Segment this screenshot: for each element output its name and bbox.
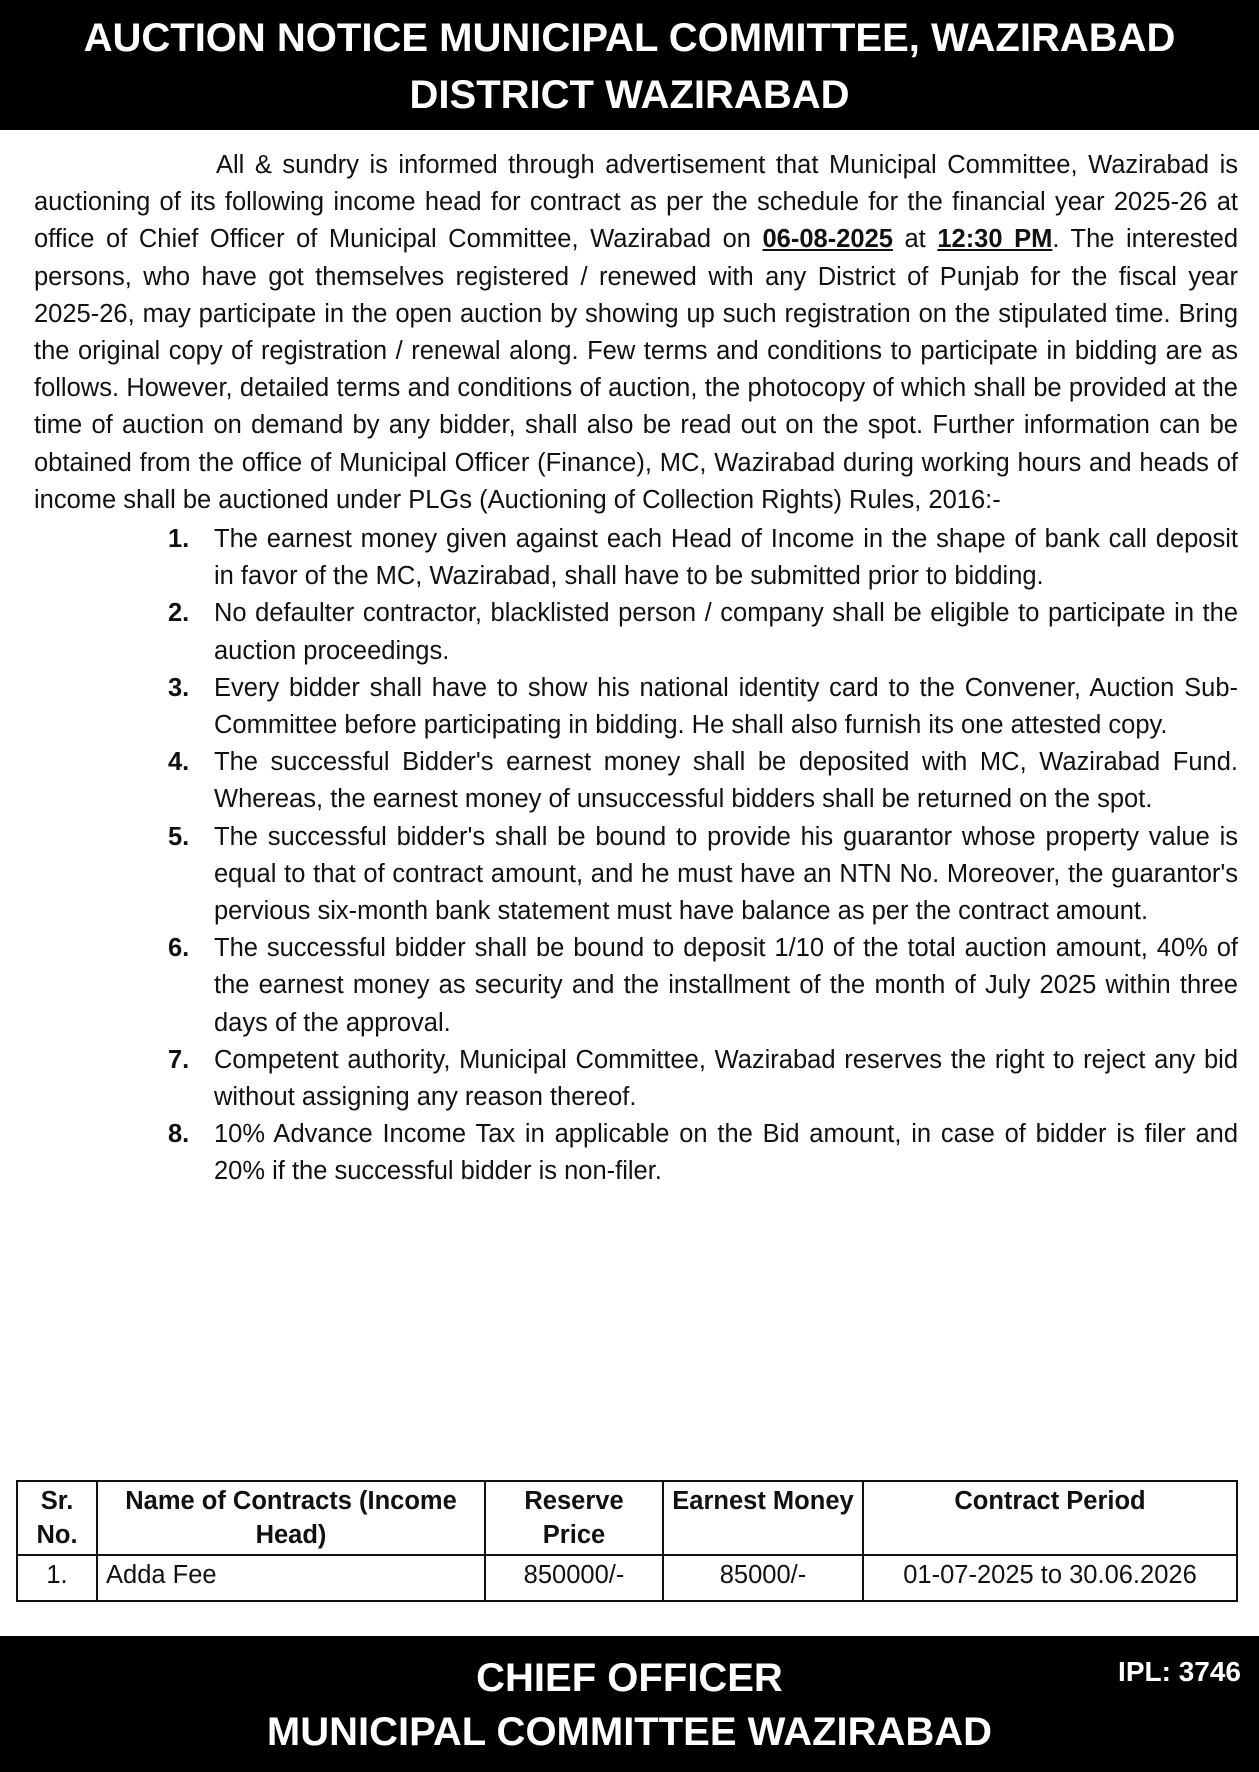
term-number: 5. bbox=[168, 822, 190, 851]
header-contract-name: Name of Contracts (Income Head) bbox=[97, 1481, 485, 1555]
cell-contract-period: 01-07-2025 to 30.06.2026 bbox=[863, 1555, 1237, 1601]
term-item bbox=[34, 819, 1238, 931]
term-number: 6. bbox=[168, 934, 190, 963]
term-number: 8. bbox=[168, 1120, 190, 1149]
term-item bbox=[34, 1116, 1238, 1190]
term-item bbox=[34, 521, 1238, 595]
term-number: 7. bbox=[168, 1045, 190, 1074]
term-item bbox=[34, 930, 1238, 1042]
term-text: The successful bidder's shall be bound to provide his guarantor whose property value is equal to that of contract amount, and he must have an NTN No. Moreover, the guarantor's pervious six-month bank statement must have balance as per the contract amount. bbox=[214, 822, 1238, 926]
term-text: The successful Bidder's earnest money shall be deposited with MC, Wazirabad Fund. Whereas, the earnest money of unsuccessful bidders shall be returned on the spot. bbox=[214, 748, 1238, 814]
cell-earnest-money: 85000/- bbox=[663, 1555, 863, 1601]
term-text: The earnest money given against each Head of Income in the shape of bank call deposit in favor of the MC, Wazirabad, shall have to be submitted prior to bidding. bbox=[214, 525, 1238, 591]
header-reserve-price: Reserve Price bbox=[485, 1481, 663, 1555]
term-number: 4. bbox=[168, 748, 190, 777]
term-number: 1. bbox=[168, 525, 190, 554]
cell-sr-no: 1. bbox=[17, 1555, 97, 1601]
term-text: Every bidder shall have to show his national identity card to the Convener, Auction Sub-Committee before participating in bidding. He shall also furnish its one attested copy. bbox=[214, 673, 1238, 740]
header-earnest-money: Earnest Money bbox=[663, 1481, 863, 1555]
ipl-number: IPL: 3746 bbox=[1118, 1656, 1241, 1687]
intro-text-part2: . The interested persons, who have got themselves registered / renewed with any District of Punjab for the fiscal year 2025-26, may participate in the open auction by showing up such registration on the stipulated time. Bring the original copy of registration / renewal along. Few terms and conditions to participate in bidding are as follows. However, detailed terms and conditions of auction, the photocopy of which shall be provided at the time of auction on demand by any bidder, shall also be read out on the spot. Further information can be obtained from the office of Municipal Officer (Finance), MC, Wazirabad during working hours and heads of income shall be auctioned under PLGs (Auctioning of Collection Rights) Rules, 2016:- bbox=[34, 225, 1239, 514]
table-row bbox=[17, 1555, 1237, 1601]
term-text: No defaulter contractor, blacklisted person / company shall be eligible to participate in the auction proceedings. bbox=[214, 599, 1238, 665]
auction-time: 12:30 PM bbox=[937, 225, 1053, 254]
terms-list bbox=[34, 521, 1238, 1191]
intro-text-part1: All & sundry is informed through advertisement that Municipal Committee, Wazirabad is auctioning of its following income head for contract as per the schedule for the financial year 2025-26 at office of Chief Officer of Municipal Committee, Wazirabad on bbox=[34, 151, 1238, 254]
cell-contract-name: Adda Fee bbox=[97, 1555, 485, 1601]
term-item bbox=[34, 595, 1238, 669]
intro-paragraph bbox=[34, 147, 1238, 519]
term-item bbox=[34, 670, 1238, 744]
notice-subtitle: DISTRICT WAZIRABAD bbox=[409, 73, 850, 117]
term-text: 10% Advance Income Tax in applicable on the Bid amount, in case of bidder is filer and 20% if the successful bidder is non-filer. bbox=[214, 1120, 1238, 1186]
header-contract-period: Contract Period bbox=[863, 1481, 1237, 1555]
contracts-table bbox=[16, 1480, 1238, 1602]
notice-footer bbox=[0, 1636, 1259, 1772]
signatory-office: MUNICIPAL COMMITTEE WAZIRABAD bbox=[266, 1710, 993, 1754]
notice-title: AUCTION NOTICE MUNICIPAL COMMITTEE, WAZIRABAD bbox=[83, 16, 1176, 60]
notice-header bbox=[0, 0, 1259, 130]
term-number: 3. bbox=[168, 673, 190, 702]
term-item bbox=[34, 1042, 1238, 1116]
signatory-title: CHIEF OFFICER bbox=[476, 1656, 783, 1700]
auction-date: 06-08-2025 bbox=[762, 225, 893, 254]
table-header-row bbox=[17, 1481, 1237, 1555]
intro-at: at bbox=[892, 225, 938, 254]
term-number: 2. bbox=[168, 599, 190, 628]
header-sr-no: Sr. No. bbox=[17, 1481, 97, 1555]
cell-reserve-price: 850000/- bbox=[485, 1555, 663, 1601]
term-text: The successful bidder shall be bound to deposit 1/10 of the total auction amount, 40% of the earnest money as security and the installment of the month of July 2025 within three days of the approval. bbox=[214, 934, 1238, 1037]
term-text: Competent authority, Municipal Committee, Wazirabad reserves the right to reject any bid without assigning any reason thereof. bbox=[214, 1045, 1238, 1112]
term-item bbox=[34, 744, 1238, 818]
notice-body bbox=[34, 147, 1238, 1191]
